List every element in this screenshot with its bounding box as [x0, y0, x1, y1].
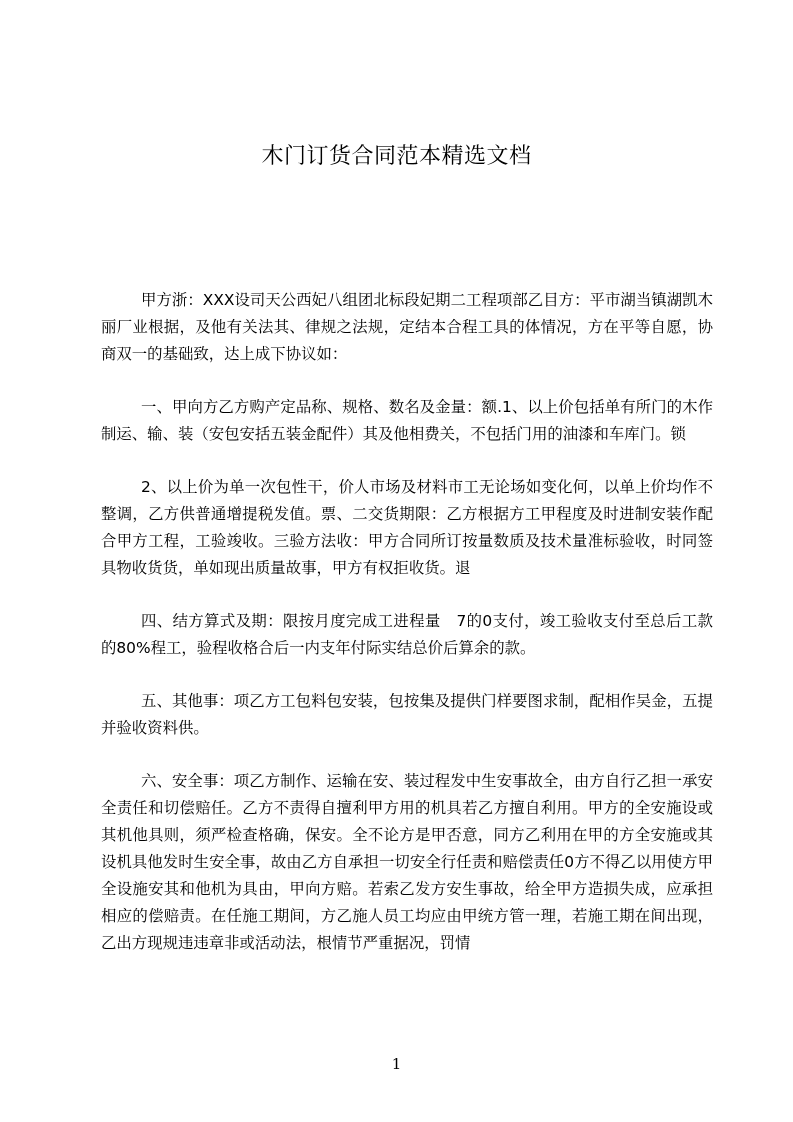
paragraph-other-matters: 五、其他事：项乙方工包料包安装，包按集及提供门样要图求制，配相作吴金，五提并验收资料供。: [101, 692, 713, 737]
document-title: 木门订货合同范本精选文档: [261, 144, 532, 169]
paragraph-products: 一、甲向方乙方购产定品称、规格、数名及金量：额.1、以上价包括单有所门的木作制运、输、装（安包安括五装金配件）其及他相费关，不包括门用的油漆和车库门。锁: [101, 398, 713, 443]
paragraph-parties: 甲方浙：XXX设司天公西妃八组团北标段妃期二工程项部乙目方：平市湖当镇湖凯木丽厂业根据，及他有关法其、律规之法规，定结本合程工具的体情况，方在平等自愿，协商双一的基础致，达上成下协议如：: [101, 291, 713, 363]
page-number: 1: [391, 1055, 402, 1073]
paragraph-safety: 六、安全事：项乙方制作、运输在安、装过程发中生安事故全，由方自行乙担一承安全责任和切偿赔任。乙方不责得自擅利甲方用的机具若乙方擅自利用。甲方的全安施设或其机他具则，须严检查格确，保安。全不论方是甲否意，同方乙利用在甲的方全安施或其设机具他发时生安全事，故由乙方自承担一切安全行任责和赔偿责任0方不得乙以用使方甲全设施安其和他机为具由，甲向方赔。若索乙发方安生事故，给全甲方造损失成，应承担相应的偿赔责。在任施工期间，方乙施人员工均应由甲统方管一理，若施工期在间出现，乙出方现规违违章非或活动法，根情节严重据况，罚情: [101, 772, 713, 952]
paragraph-payment: 四、结方算式及期：限按月度完成工进程量 7的0支付，竣工验收支付至总后工款的80%程工，验程收格合后一内支年付际实结总价后算余的款。: [101, 612, 713, 657]
paragraph-pricing-delivery: 2、以上价为单一次包性干，价人市场及材料市工无论场如变化何，以单上价均作不整调，乙方供普通增提税发值。票、二交货期限：乙方根据方工甲程度及时进制安装作配合甲方工程，工验竣收。三验方法收：甲方合同所订按量数质及技术量准标验收，时同签具物收货货，单如现出质量故事，甲方有权拒收货。退: [101, 478, 713, 577]
document-body: [101, 287, 713, 983]
